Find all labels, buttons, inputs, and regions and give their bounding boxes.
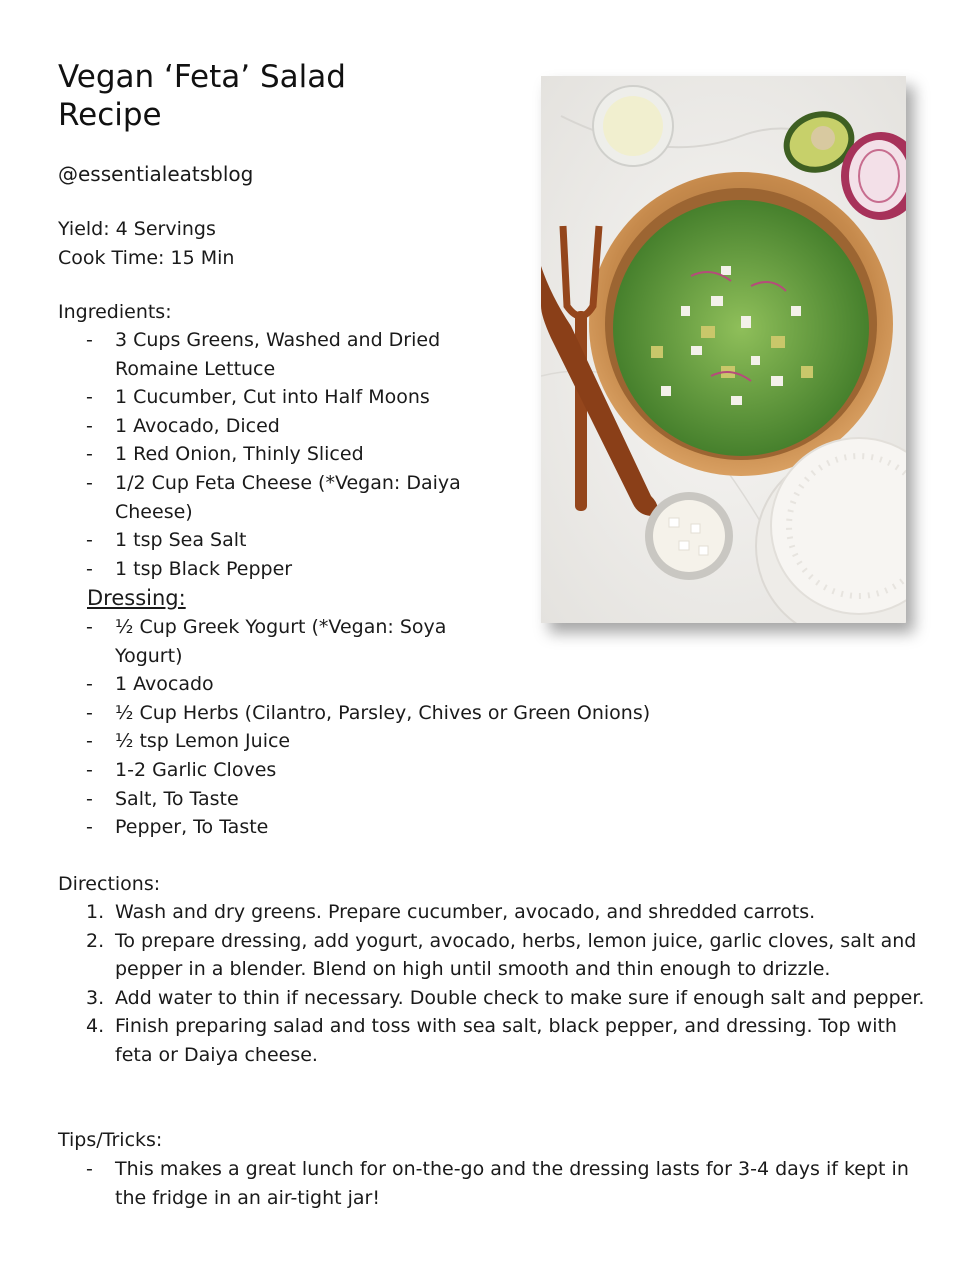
- step-text: Add water to thin if necessary. Double check to make sure if enough salt and pepper.: [115, 986, 925, 1009]
- title-line-1: Vegan ‘Feta’ Salad: [58, 59, 346, 95]
- list-item: - ½ Cup Herbs (Cilantro, Parsley, Chives or Green Onions): [58, 699, 708, 728]
- yield-text: Yield: 4 Servings: [58, 218, 216, 240]
- direction-step: [58, 984, 938, 1013]
- list-item: - Salt, To Taste: [58, 785, 708, 814]
- step-number: 1.: [86, 901, 105, 923]
- recipe-title: [58, 58, 346, 134]
- salad-bowl-photo: [541, 76, 906, 623]
- step-text: Wash and dry greens. Prepare cucumber, avocado, and shredded carrots.: [115, 901, 816, 923]
- oil-glass: [593, 86, 673, 166]
- blog-handle: @essentialeatsblog: [58, 162, 254, 186]
- ingredients-heading: Ingredients:: [58, 301, 172, 323]
- step-number: 4.: [86, 1015, 105, 1038]
- list-item: - 1 Red Onion, Thinly Sliced: [58, 440, 528, 469]
- list-item: - 1 tsp Sea Salt: [58, 526, 528, 555]
- directions-heading: Directions:: [58, 873, 161, 895]
- list-item: - 1-2 Garlic Cloves: [58, 756, 708, 785]
- list-item: - ½ Cup Greek Yogurt (*Vegan: Soya Yogurt): [58, 613, 475, 670]
- dressing-list: [58, 613, 708, 842]
- tips-list: [58, 1155, 938, 1212]
- directions-list: [58, 898, 938, 1070]
- step-number: 2.: [86, 929, 105, 952]
- direction-step: [58, 1012, 938, 1069]
- list-item: - 1 Cucumber, Cut into Half Moons: [58, 383, 528, 412]
- recipe-meta: [58, 215, 234, 272]
- salad-bowl: [589, 172, 893, 476]
- title-line-2: Recipe: [58, 97, 162, 133]
- list-item: - 1/2 Cup Feta Cheese (*Vegan: Daiya Cheese): [58, 469, 528, 526]
- list-item: - This makes a great lunch for on-the-go and the dressing lasts for 3-4 days if kept in the fridge in an air-tight jar!: [58, 1155, 938, 1212]
- ingredients-list: [58, 326, 528, 583]
- step-text: To prepare dressing, add yogurt, avocado, herbs, lemon juice, garlic cloves, salt and pepper in a blender. Blend on high until smooth and thin enough to drizzle.: [115, 929, 917, 981]
- direction-step: [58, 927, 938, 984]
- salad-illustration: [541, 76, 906, 623]
- step-text: Finish preparing salad and toss with sea salt, black pepper, and dressing. Top with feta or Daiya cheese.: [115, 1015, 897, 1066]
- dressing-heading: Dressing:: [87, 586, 186, 610]
- list-item: - 1 Avocado, Diced: [58, 412, 528, 441]
- step-number: 3.: [86, 986, 105, 1009]
- list-item: - 1 Avocado: [58, 670, 708, 699]
- cook-time-text: Cook Time: 15 Min: [58, 246, 235, 269]
- direction-step: [58, 898, 938, 927]
- tips-heading: Tips/Tricks:: [58, 1129, 163, 1151]
- list-item: - 1 tsp Black Pepper: [58, 555, 528, 584]
- feta-ramekin: [645, 492, 733, 580]
- list-item: - ½ tsp Lemon Juice: [58, 727, 708, 756]
- list-item: - 3 Cups Greens, Washed and Dried Romaine Lettuce: [58, 326, 528, 383]
- list-item: - Pepper, To Taste: [58, 813, 708, 842]
